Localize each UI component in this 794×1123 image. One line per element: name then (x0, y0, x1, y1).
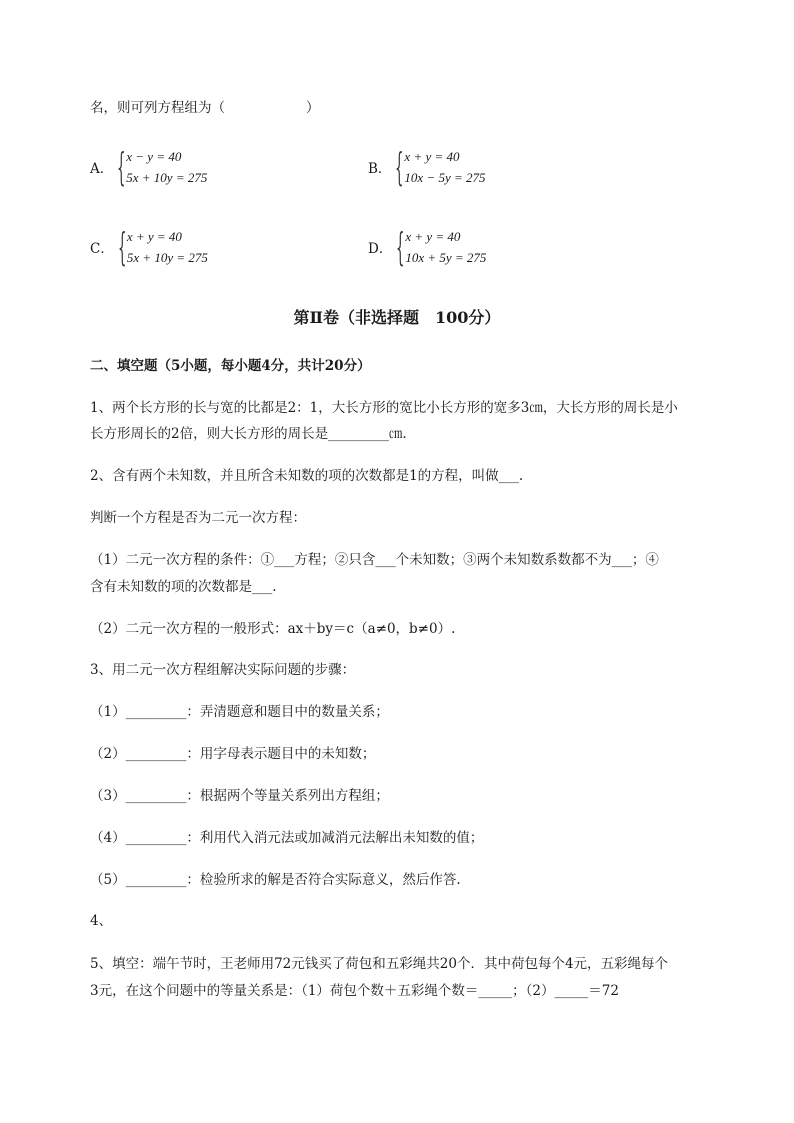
option-a[interactable] (90, 146, 207, 188)
text-line: （1）_________：弄清题意和题目中的数量关系； (90, 704, 389, 720)
text-line: （3）_________：根据两个等量关系列出方程组； (90, 788, 389, 804)
equation: x + y = 40 (405, 229, 461, 244)
option-b[interactable] (368, 146, 486, 188)
option-label: C． (90, 241, 114, 257)
text-line: （5）_________：检验所求的解是否符合实际意义，然后作答. (90, 872, 461, 888)
brace-icon: { (395, 145, 404, 189)
equation: 10x − 5y = 275 (404, 170, 486, 185)
text-line: 含有未知数的项的次数都是___. (90, 579, 277, 595)
brace-icon: { (117, 225, 127, 269)
text-line: 3元，在这个问题中的等量关系是：（1）荷包个数＋五彩绳个数＝_____；（2）_____＝72 (90, 983, 619, 999)
text-line: 长方形周长的2倍，则大长方形的周长是_________㎝. (90, 426, 407, 442)
option-label: A． (90, 161, 114, 177)
text-line: 4、 (90, 913, 113, 929)
section-title: 第Ⅱ卷（非选择题 100分） (293, 308, 501, 327)
text-line: （1）二元一次方程的条件：①___方程；②只含___个未知数；③两个未知数系数都不为___；④ (90, 552, 659, 568)
text-line: 1、两个长方形的长与宽的比都是2：1，大长方形的宽比小长方形的宽多3㎝，大长方形的周长是小 (90, 400, 678, 416)
section-heading: 二、填空题（5小题，每小题4分，共计20分） (90, 358, 371, 374)
text-line: 2、含有两个未知数，并且所含未知数的项的次数都是1的方程，叫做___. (90, 468, 524, 484)
intro-line: 名，则可列方程组为（ ） (90, 100, 320, 116)
text-line: 5、填空：端午节时，王老师用72元钱买了荷包和五彩绳共20个．其中荷包每个4元，五彩绳每个 (90, 956, 669, 972)
brace-icon: { (117, 145, 126, 189)
option-label: D． (368, 241, 393, 257)
brace-icon: { (396, 225, 405, 269)
option-label: B． (368, 161, 392, 177)
equation: x − y = 40 (126, 149, 182, 164)
equation: 5x + 10y = 275 (126, 250, 208, 265)
text-line: 3、用二元一次方程组解决实际问题的步骤： (90, 662, 356, 678)
text-line: （2）二元一次方程的一般形式：ax＋by＝c（a≠0，b≠0）. (90, 621, 456, 637)
equation: 10x + 5y = 275 (405, 250, 487, 265)
option-c[interactable] (90, 226, 208, 268)
text-line: 判断一个方程是否为二元一次方程： (90, 510, 306, 526)
option-d[interactable] (368, 226, 486, 268)
equation: 5x + 10y = 275 (126, 170, 208, 185)
equation: x + y = 40 (126, 229, 182, 244)
text-line: （4）_________：利用代入消元法或加减消元法解出未知数的值； (90, 830, 484, 846)
text-line: （2）_________：用字母表示题目中的未知数； (90, 746, 376, 762)
equation: x + y = 40 (404, 149, 460, 164)
